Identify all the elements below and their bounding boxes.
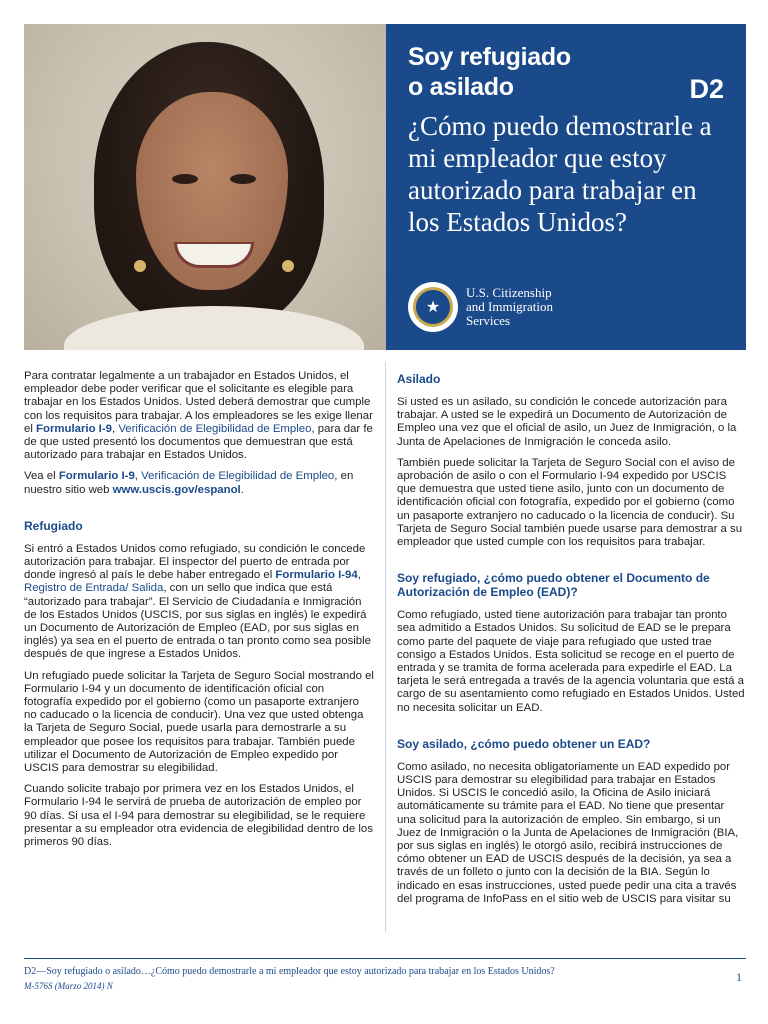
text: Si entró a Estados Unidos como refugiado, su condición le concede autorización para trabajar. El inspector del puerto de entrada por donde ingresó al país le debe haber entregado el — [24, 542, 366, 582]
text: , con un sello que indica que está “autorizado para trabajar”. El Servicio de Ciudadanía e Inmigración de los Estados Unidos (USCIS, por sus siglas en inglés) le expedirá un Documento de Autorización de Empleo (EAD, por sus siglas en inglés) ya sea en el puerto de entrada o tan pronto como sea posible después de que ingrese a Estados Unidos. — [24, 582, 372, 661]
form-i94-name: Formulario I-94 — [275, 569, 358, 582]
dhs-seal-icon: ★ — [408, 282, 458, 332]
text: Vea el — [24, 470, 59, 483]
section-heading-asylee: Asilado — [397, 372, 441, 386]
agency-name-line-3: Services — [466, 313, 511, 328]
asylee-ead-paragraph: Como asilado, no necesita obligatoriamente un EAD expedido por USCIS para demostrar su elegibilidad para trabajar en Estados Unidos. Si USCIS le concedió asilo, la Oficina de Asilo iniciará automáticamente su trámite para el EAD. No tiene que presentar una solicitud para la autorización de empleo. Sin embargo, si un Juez de Inmigración o la Junta de Apelaciones de Inmigración (BIA, por sus siglas en inglés) le otorgó asilo, recibirá instrucciones de cómo obtener un EAD de USCIS después de la decisión, ya sea a través de un folleto o junto con la decisión de la BIA. Según lo indicado en esas instrucciones, usted puede pedir una cita a través del programa de InfoPass en el sitio web de USCIS para visitar su — [397, 760, 739, 905]
column-divider — [385, 362, 386, 932]
uscis-website-link[interactable]: www.uscis.gov/espanol — [112, 483, 241, 496]
category-line-2: o asilado — [408, 73, 514, 101]
text: , en nuestro sitio web — [24, 470, 354, 496]
asylee-paragraph-1: Si usted es un asilado, su condición le concede autorización para trabajar. A usted se le expedirá un Documento de Autorización de Empleo una vez que el oficial de asilo, un Juez de Inmigración, o la Junta de Apelaciones de Inmigración le conceda asilo. — [397, 396, 737, 448]
refugee-ead-paragraph: Como refugiado, usted tiene autorización para trabajar tan pronto sea admitido a Estados Unidos. Su solicitud de EAD se le prepara como parte del paquete de viaje para refugiado que usted trae consigo a Estados Unidos. Esta solicitud se recoge en el puerto de entrada y se tramita de forma acelerada para expedirle el EAD. La tarjeta le será entregada a través de la agencia voluntaria que está a cargo de su asentamiento como refugiado en Estados Unidos. Usted no necesita solicitar un EAD. — [397, 609, 745, 714]
form-i9-title: Verificación de Elegibilidad de Empleo — [118, 422, 312, 435]
form-i9-title: Verificación de Elegibilidad de Empleo — [141, 470, 335, 483]
form-i94-title: Registro de Entrada/ Salida — [24, 582, 164, 595]
section-heading-refugee: Refugiado — [24, 518, 83, 533]
document-code: D2 — [689, 74, 724, 104]
refugee-paragraph-1 — [24, 543, 374, 662]
form-i9-name: Formulario I-9 — [58, 470, 135, 483]
agency-name — [466, 286, 553, 328]
right-column — [397, 372, 745, 914]
page-number: 1 — [736, 970, 742, 984]
page-title: ¿Cómo puedo demostrarle a mi empleador que estoy autorizado para trabajar en los Estados Unidos? — [408, 111, 712, 237]
text: . — [240, 483, 244, 496]
text: , para dar fe de que usted presentó los documentos que demuestran que está autorizado para trabajar en Estados Unidos. — [24, 422, 373, 462]
footer-rule — [24, 958, 746, 959]
category-line-1: Soy refugiado — [408, 43, 571, 71]
hero-banner — [24, 24, 746, 350]
section-heading-refugee-ead: Soy refugiado, ¿cómo puedo obtener el Documento de Autorización de Empleo (EAD)? — [397, 571, 710, 600]
see-form-paragraph — [24, 470, 374, 496]
section-heading-asylee-ead: Soy asilado, ¿cómo puedo obtener un EAD? — [397, 736, 651, 751]
text: , — [111, 422, 119, 435]
asylee-paragraph-2: También puede solicitar la Tarjeta de Seguro Social con el aviso de aprobación de asilo o con el Formulario I-94 expedido por USCIS que demuestra que usted tiene asilo, junto con un documento de identificación oficial con fotografía, expedido por el gobierno (como un pasaporte extranjero no caducado o la licencia de conducir). Su Tarjeta de Seguro Social también puede usarse para demostrar a su empleador que usted cumple con los requisitos para trabajar. — [397, 456, 743, 549]
footer-title: D2—Soy refugiado o asilado…¿Cómo puedo demostrarle a mi empleador que estoy autorizado para trabajar en los Estados Unidos? — [24, 966, 555, 977]
agency-name-line-1: U.S. Citizenship — [466, 285, 552, 300]
text: , — [134, 470, 142, 483]
left-column — [24, 370, 374, 857]
portrait-photo — [24, 24, 386, 350]
agency-name-line-2: and Immigration — [466, 299, 554, 314]
text: Para contratar legalmente a un trabajador en Estados Unidos, el empleador debe poder verificar que el solicitante es elegible para trabajar en los Estados Unidos. Usted deberá demostrar que cumple con los requisitos para trabajar. A los empleadores se les exige llenar el — [24, 370, 373, 435]
agency-logo — [408, 282, 553, 332]
refugee-paragraph-2: Un refugiado puede solicitar la Tarjeta de Seguro Social mostrando el Formulario I-94 y un documento de identificación oficial con fotografía expedido por el gobierno (como un pasaporte extranjero no caducado o la licencia de conducir). Una vez que usted obtenga la Tarjeta de Seguro Social, puede usarla para demostrarle a su empleador que posee los requisitos para trabajar. También puede utilizar el Documento de Autorización de Empleo expedido por USCIS para demostrar su elegibilidad. — [24, 669, 374, 775]
text: , — [357, 569, 361, 582]
title-panel — [386, 24, 746, 350]
intro-paragraph — [24, 370, 374, 462]
refugee-paragraph-3: Cuando solicite trabajo por primera vez en los Estados Unidos, el Formulario I-94 le servirá de prueba de autorización de empleo por 90 días. Si usa el I-94 para demostrar su elegibilidad, se le requiere presentar a su empleador otra evidencia de elegibilidad dentro de los primeros 90 días. — [24, 783, 373, 849]
form-i9-name: Formulario I-9 — [36, 422, 112, 435]
footer-form-number: M-576S (Marzo 2014) N — [24, 981, 113, 991]
